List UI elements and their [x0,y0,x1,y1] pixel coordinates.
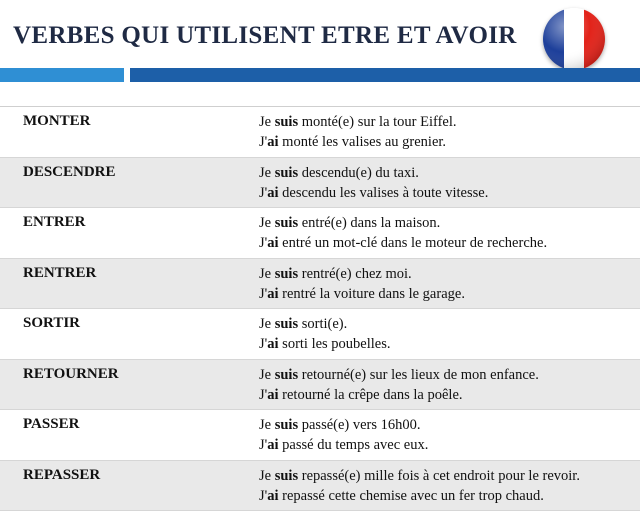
table-row [0,106,640,157]
header-accent-bar-light [0,68,124,82]
example-sentences [259,112,456,152]
french-flag-icon [543,8,605,70]
etre-sentence: Je suis descendu(e) du taxi. [259,164,419,181]
avoir-sentence: J'ai monté les valises au grenier. [259,134,447,150]
example-sentences [259,415,428,455]
table-bottom-border [0,510,640,511]
verb-label: RETOURNER [23,365,119,382]
etre-sentence: Je suis rentré(e) chez moi. [259,265,412,282]
table-row [0,308,640,359]
example-sentences [259,314,391,354]
avoir-sentence: J'ai repassé cette chemise avec un fer trop chaud. [259,487,544,504]
etre-sentence: Je suis repassé(e) mille fois à cet endroit pour le revoir. [259,467,580,484]
table-row [0,460,640,511]
verb-label: REPASSER [23,466,101,483]
etre-sentence: Je suis retourné(e) sur les lieux de mon enfance. [259,366,539,383]
table-row [0,258,640,309]
etre-sentence: Je suis passé(e) vers 16h00. [259,417,421,433]
example-sentences [259,466,580,506]
table-row [0,409,640,460]
table-row [0,157,640,208]
page-title: VERBES QUI UTILISENT ETRE ET AVOIR [13,22,517,49]
verb-label: ENTRER [23,214,86,230]
etre-sentence: Je suis sorti(e). [259,316,348,332]
avoir-sentence: J'ai rentré la voiture dans le garage. [259,285,465,302]
verb-label: RENTRER [23,264,97,281]
verb-label: SORTIR [23,315,80,331]
avoir-sentence: J'ai passé du temps avec eux. [259,437,429,453]
verb-label: DESCENDRE [23,163,116,180]
avoir-sentence: J'ai sorti les poubelles. [259,336,391,352]
avoir-sentence: J'ai descendu les valises à toute vitesse. [259,184,489,201]
example-sentences [259,213,547,253]
table-row [0,359,640,410]
avoir-sentence: J'ai entré un mot-clé dans le moteur de recherche. [259,235,548,251]
example-sentences [259,163,488,203]
example-sentences [259,365,539,405]
example-sentences [259,264,465,304]
etre-sentence: Je suis entré(e) dans la maison. [259,215,441,231]
verb-label: MONTER [23,113,91,129]
header-accent-bar-dark [130,68,640,82]
etre-sentence: Je suis monté(e) sur la tour Eiffel. [259,114,457,130]
avoir-sentence: J'ai retourné la crêpe dans la poêle. [259,386,463,403]
verb-label: PASSER [23,416,80,432]
table-row [0,207,640,258]
verb-table [0,106,640,510]
